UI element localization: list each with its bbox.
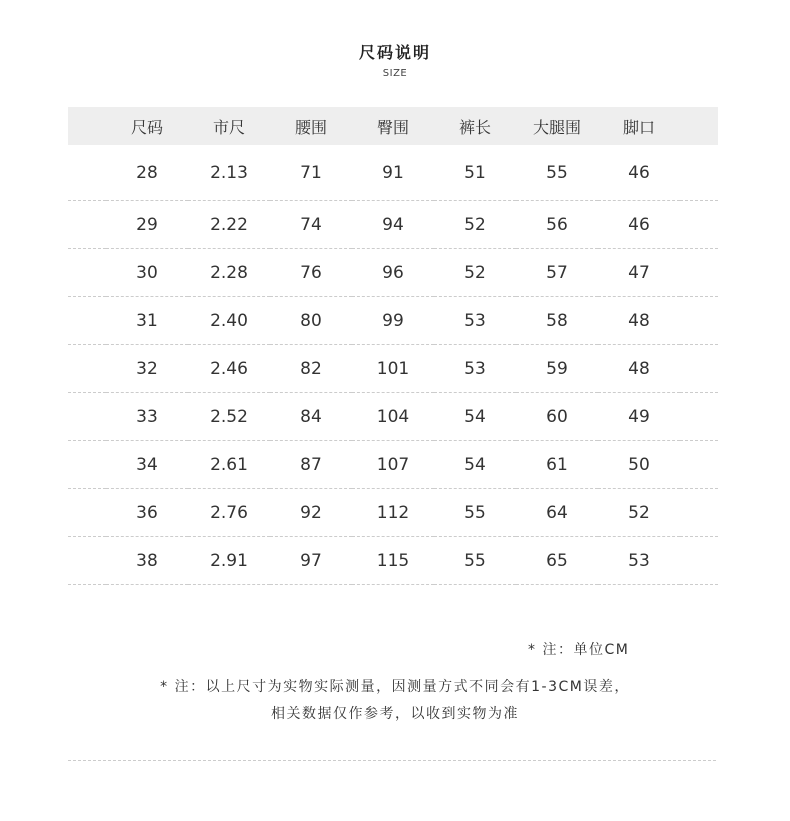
cell-thigh: 55 — [516, 145, 598, 201]
cell-waist: 80 — [270, 297, 352, 345]
table-row — [68, 393, 718, 441]
cell-size: 30 — [106, 249, 188, 297]
cell-waist: 82 — [270, 345, 352, 393]
cell-thigh: 58 — [516, 297, 598, 345]
cell-hip: 101 — [352, 345, 434, 393]
cell-leg-opening: 46 — [598, 201, 680, 249]
cell-pad — [68, 201, 106, 249]
table-row — [68, 441, 718, 489]
bottom-divider — [68, 760, 716, 761]
table-header-row — [68, 107, 718, 145]
cell-waist: 76 — [270, 249, 352, 297]
cell-shichi: 2.61 — [188, 441, 270, 489]
cell-length: 51 — [434, 145, 516, 201]
cell-length: 55 — [434, 489, 516, 537]
cell-size: 29 — [106, 201, 188, 249]
table-row — [68, 537, 718, 585]
size-table — [68, 107, 718, 585]
cell-leg-opening: 53 — [598, 537, 680, 585]
cell-size: 36 — [106, 489, 188, 537]
cell-pad — [68, 249, 106, 297]
cell-shichi: 2.91 — [188, 537, 270, 585]
cell-length: 53 — [434, 345, 516, 393]
cell-waist: 74 — [270, 201, 352, 249]
header-waist: 腰围 — [270, 107, 352, 145]
cell-size: 38 — [106, 537, 188, 585]
cell-length: 52 — [434, 201, 516, 249]
cell-pad — [68, 297, 106, 345]
cell-hip: 94 — [352, 201, 434, 249]
cell-thigh: 59 — [516, 345, 598, 393]
cell-shichi: 2.76 — [188, 489, 270, 537]
cell-hip: 104 — [352, 393, 434, 441]
cell-pad — [68, 145, 106, 201]
header-pad-right — [680, 107, 718, 145]
header-thigh: 大腿围 — [516, 107, 598, 145]
unit-note: * 注：单位CM — [528, 642, 630, 658]
cell-leg-opening: 50 — [598, 441, 680, 489]
cell-thigh: 57 — [516, 249, 598, 297]
cell-hip: 107 — [352, 441, 434, 489]
cell-thigh: 60 — [516, 393, 598, 441]
cell-length: 55 — [434, 537, 516, 585]
cell-thigh: 65 — [516, 537, 598, 585]
cell-pad — [680, 201, 718, 249]
cell-shichi: 2.22 — [188, 201, 270, 249]
cell-waist: 92 — [270, 489, 352, 537]
cell-shichi: 2.28 — [188, 249, 270, 297]
table-row — [68, 145, 718, 201]
cell-leg-opening: 49 — [598, 393, 680, 441]
cell-pad — [680, 441, 718, 489]
cell-shichi: 2.40 — [188, 297, 270, 345]
measurement-disclaimer — [0, 674, 790, 728]
cell-leg-opening: 47 — [598, 249, 680, 297]
cell-size: 28 — [106, 145, 188, 201]
table-row — [68, 297, 718, 345]
cell-pad — [680, 489, 718, 537]
cell-pad — [680, 537, 718, 585]
cell-pad — [680, 249, 718, 297]
header-length: 裤长 — [434, 107, 516, 145]
cell-length: 54 — [434, 393, 516, 441]
cell-thigh: 56 — [516, 201, 598, 249]
cell-pad — [680, 393, 718, 441]
cell-size: 34 — [106, 441, 188, 489]
cell-pad — [68, 489, 106, 537]
cell-shichi: 2.46 — [188, 345, 270, 393]
cell-size: 31 — [106, 297, 188, 345]
cell-waist: 87 — [270, 441, 352, 489]
table-row — [68, 201, 718, 249]
cell-thigh: 64 — [516, 489, 598, 537]
table-row — [68, 249, 718, 297]
disclaimer-line-2: 相关数据仅作参考，以收到实物为准 — [271, 706, 519, 722]
cell-length: 54 — [434, 441, 516, 489]
cell-pad — [68, 345, 106, 393]
cell-pad — [680, 345, 718, 393]
cell-pad — [68, 537, 106, 585]
cell-pad — [680, 297, 718, 345]
header-size: 尺码 — [106, 107, 188, 145]
cell-hip: 99 — [352, 297, 434, 345]
cell-leg-opening: 48 — [598, 345, 680, 393]
cell-length: 53 — [434, 297, 516, 345]
cell-hip: 112 — [352, 489, 434, 537]
cell-hip: 115 — [352, 537, 434, 585]
disclaimer-line-1: * 注：以上尺寸为实物实际测量，因测量方式不同会有1-3CM误差， — [160, 679, 630, 695]
header-hip: 臀围 — [352, 107, 434, 145]
cell-pad — [680, 145, 718, 201]
cell-thigh: 61 — [516, 441, 598, 489]
cell-leg-opening: 46 — [598, 145, 680, 201]
cell-size: 33 — [106, 393, 188, 441]
cell-size: 32 — [106, 345, 188, 393]
cell-length: 52 — [434, 249, 516, 297]
table-row — [68, 489, 718, 537]
cell-shichi: 2.13 — [188, 145, 270, 201]
cell-leg-opening: 48 — [598, 297, 680, 345]
cell-waist: 84 — [270, 393, 352, 441]
cell-pad — [68, 441, 106, 489]
cell-pad — [68, 393, 106, 441]
page-subtitle: SIZE — [382, 68, 408, 79]
cell-waist: 97 — [270, 537, 352, 585]
cell-hip: 91 — [352, 145, 434, 201]
cell-waist: 71 — [270, 145, 352, 201]
cell-shichi: 2.52 — [188, 393, 270, 441]
header-pad-left — [68, 107, 106, 145]
cell-leg-opening: 52 — [598, 489, 680, 537]
table-row — [68, 345, 718, 393]
header-leg-opening: 脚口 — [598, 107, 680, 145]
header-shichi: 市尺 — [188, 107, 270, 145]
page-title: 尺码说明 — [358, 43, 431, 62]
cell-hip: 96 — [352, 249, 434, 297]
